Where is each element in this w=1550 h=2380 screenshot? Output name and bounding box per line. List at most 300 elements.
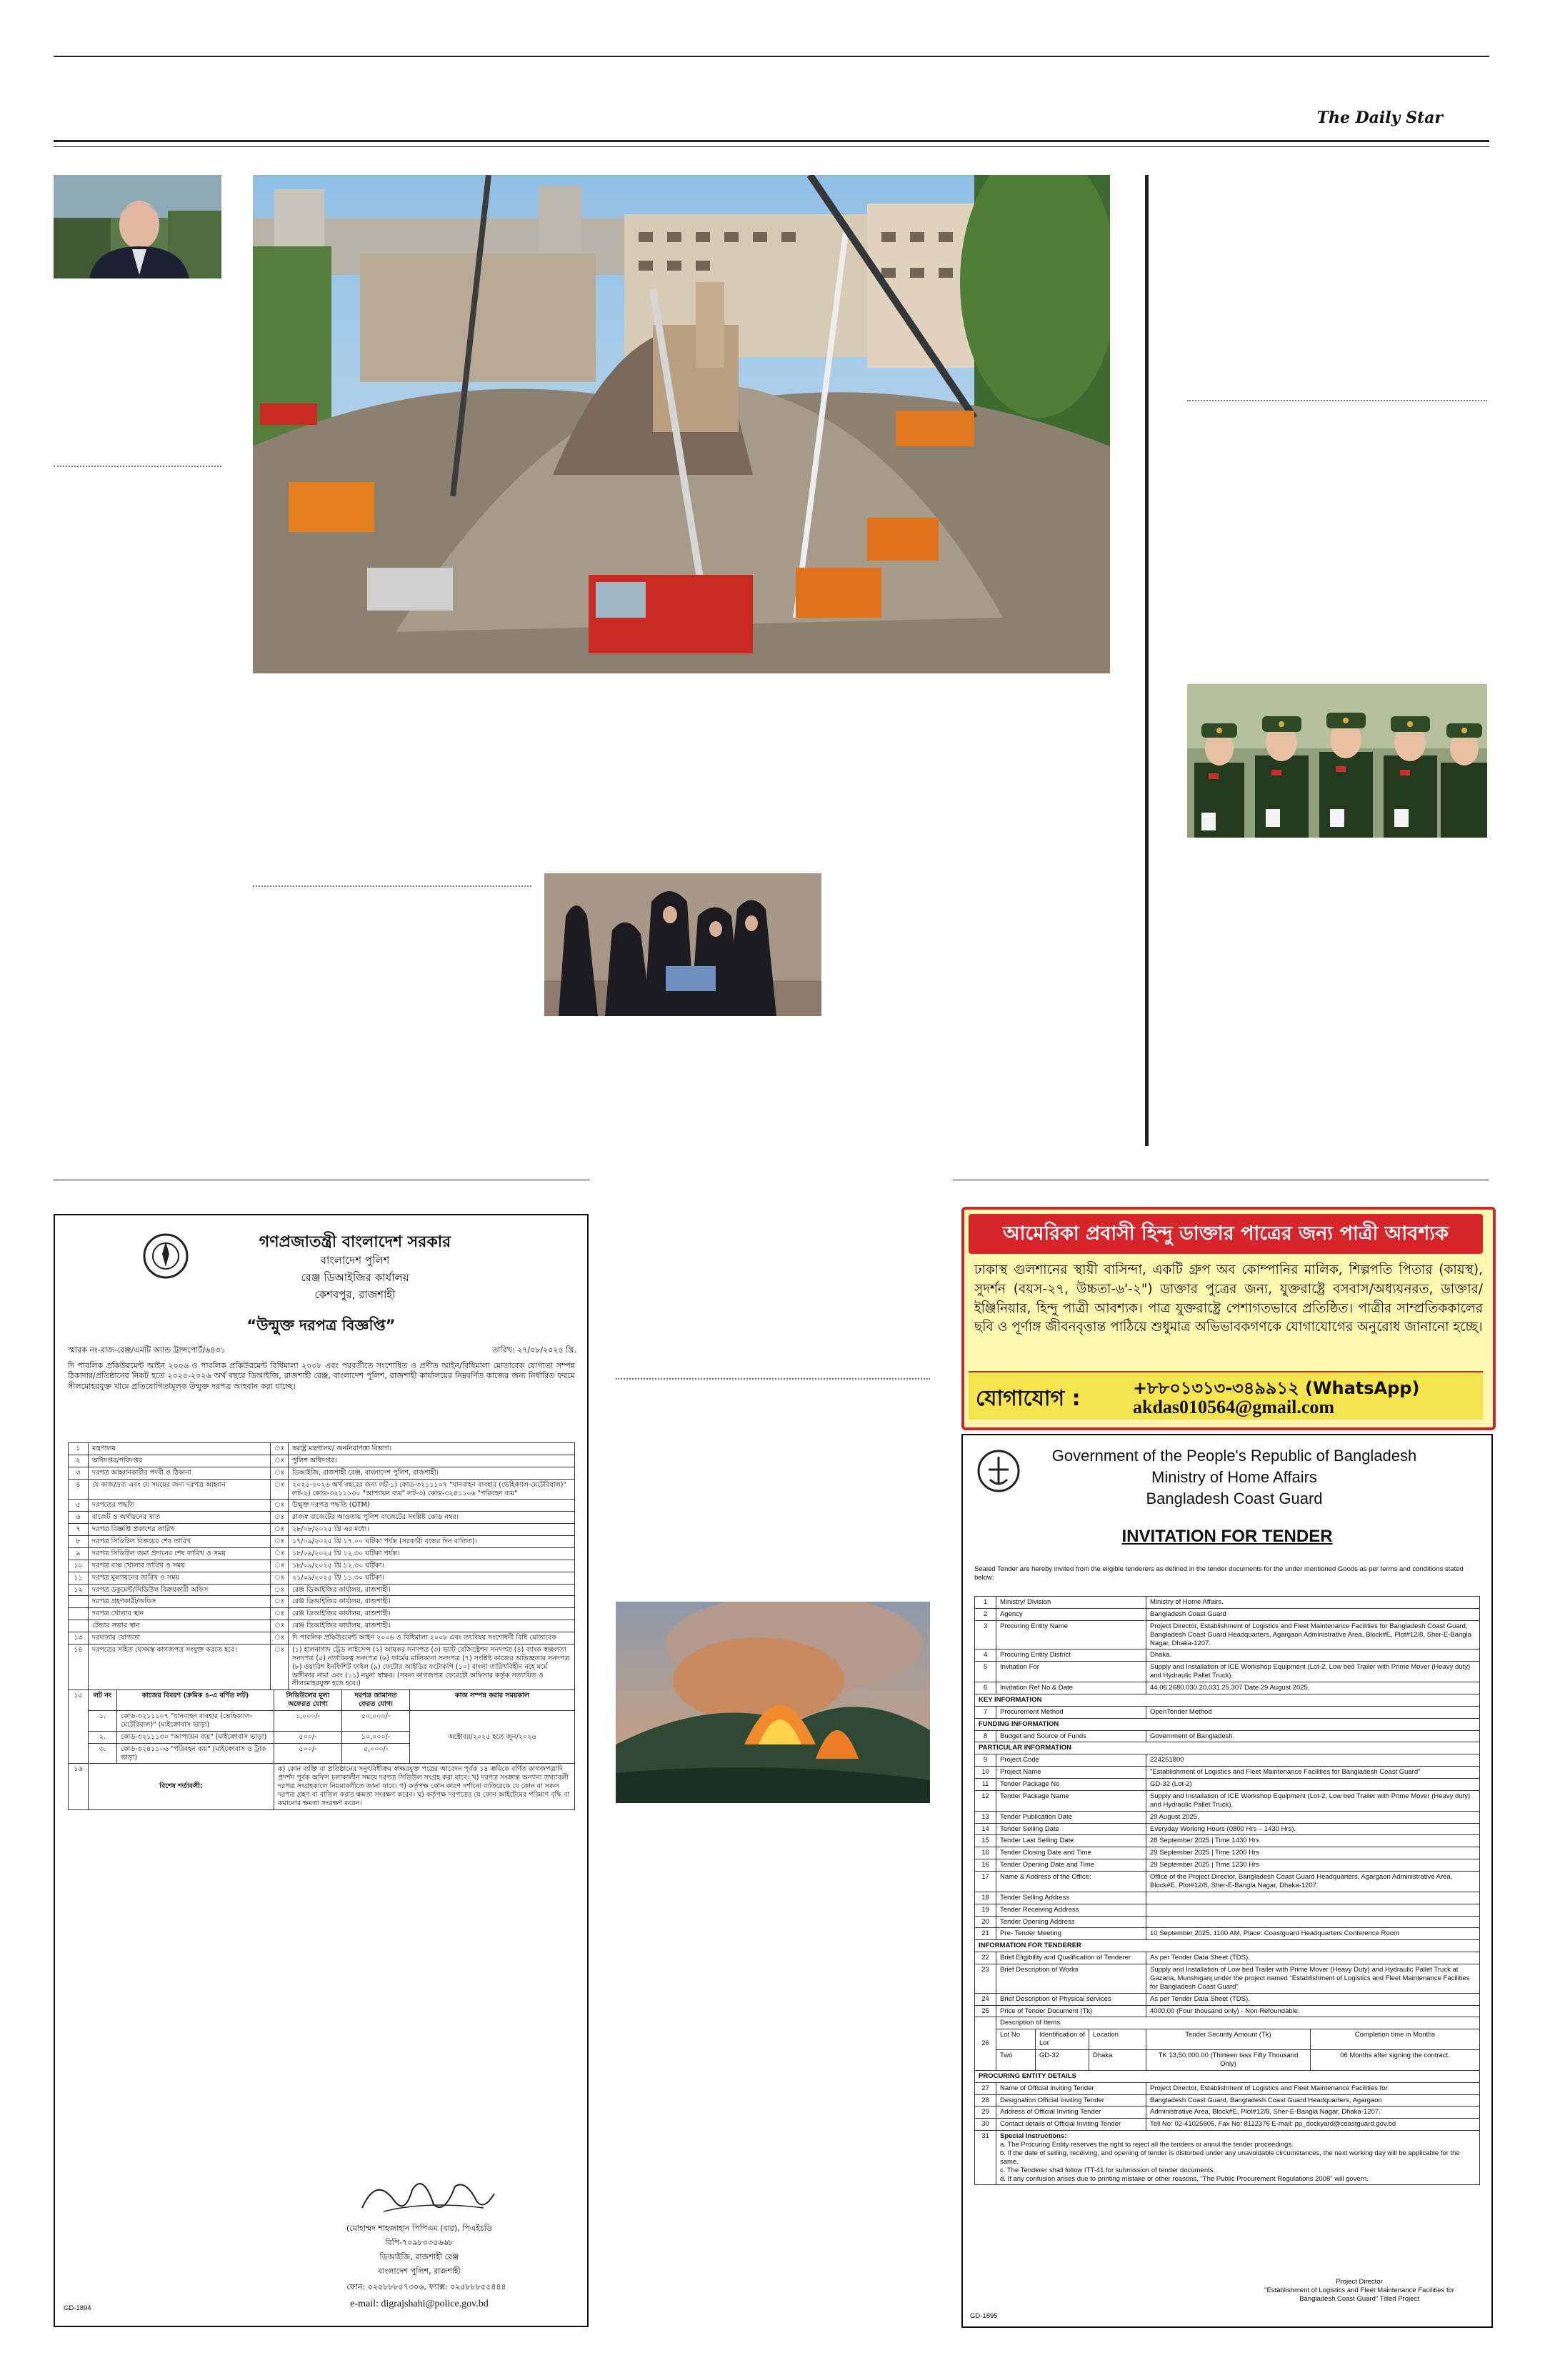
lot-header-row	[69, 1690, 575, 1711]
lot-cell: অক্টোবর/২০২৫ হতে জুন/২০২৬	[410, 1711, 575, 1764]
tender-cell: 17	[975, 1872, 996, 1892]
lot-cell: ৫০০/-	[274, 1743, 342, 1764]
header-rule-thin	[54, 146, 1489, 147]
tender-cell: 7	[975, 1706, 996, 1718]
tender-cell: 23	[975, 1964, 996, 1994]
tender-cell: দরপত্র আহ্বানকারীর পদবী ও ঠিকানা	[89, 1467, 271, 1479]
tender-row	[975, 1904, 1480, 1916]
tender-row	[69, 1467, 575, 1479]
special-text: ক) কোন ব্যক্তি বা প্রতিষ্ঠানের সনুৎবিধীক্রম স্বাক্ষরযুক্ত পত্রের আবেদন পূর্বক ১৪ ক্রমিকে বর্ণিত কাগজপত্রাদি প্রদর্শন পূর্বক অফিস চলাকালীন সময়ে দরপত্র সিডিউল সংগ্রহ করা যাবে। খ) দরপত্র সংক্রান্ত অন্যান্য তথ্যাবলী দরপত্র সংগ্রহকালে নিয়মাবলীতে জানা যাবে। গ) কর্তৃপক্ষ কোন কারণ দর্শানো ব্যতিরেকে যে কোন বা সকল দরপত্র গ্রহণ বা বাতিল করার ক্ষমতা সংরক্ষণ করেন। ঘ) কর্তৃপক্ষ দরপত্রের যে কোন আইটেমের পরিমাণ বৃদ্ধি বা কমানোর ক্ষমতা সংরক্ষণ করেন।	[274, 1764, 575, 1809]
tender-cell: Administrative Area, Block#E, Plot#12/8, Sher-E-Bangla Nagar, Dhaka-1207.	[1146, 2107, 1480, 2119]
tender-cell: ১১	[69, 1572, 89, 1584]
tender-row	[975, 1847, 1480, 1859]
cg-ministry-line: Ministry of Home Affairs	[1151, 1468, 1317, 1486]
tender-row	[975, 1892, 1480, 1904]
tender-row	[975, 1767, 1480, 1779]
tender-cell: পুলিশ অধিদপ্তর।	[288, 1455, 574, 1467]
right-separator	[1187, 400, 1487, 401]
tender-cell: ৬	[69, 1512, 89, 1524]
tender-row	[69, 1455, 575, 1467]
tender-cell: 10	[975, 1767, 996, 1779]
tender-cell: 16	[975, 1859, 996, 1872]
section-header-cell: INFORMATION FOR TENDERER	[975, 1940, 1480, 1952]
tender-cell: Ministry/ Division	[996, 1597, 1146, 1609]
items-header-cell: Lot No	[996, 2029, 1036, 2050]
cg-sign-project-2: Bangladesh Coast Guard" Titled Project	[1299, 2294, 1419, 2303]
tender-cell: ঃ	[271, 1479, 289, 1500]
items-header-cell: Identification of Lot	[1036, 2029, 1089, 2050]
tender-row	[975, 1952, 1480, 1964]
tender-cell: 16	[975, 1847, 996, 1859]
tender-row	[975, 1811, 1480, 1823]
tender-cell: GD-32 (Lot-2)	[1146, 1779, 1480, 1791]
tender-cell: 14	[975, 1823, 996, 1835]
tender-cell: Project Director, Establishment of Logistics and Fleet Maintenance Facilities for	[1146, 2082, 1480, 2094]
lot-header-cell: সিডিউলের মূল্য অফেরত যোগ্য	[274, 1690, 342, 1711]
tender-cell: Office of the Project Director, Bangladesh Coast Guard Headquarters, Agargaon Administrative Area, Block#E, Plot#12/8, Sher-E-Bangla Nagar, Dhaka-1207.	[1146, 1872, 1480, 1892]
tender-row	[975, 1823, 1480, 1835]
lot-cell: ২.	[89, 1731, 117, 1743]
lot-cell: ১,০০০/-	[274, 1711, 342, 1732]
tender-cell: 4000.00 (Four thousand only) - Non Refoundable.	[1146, 2005, 1480, 2017]
tender-cell: Name of Official Inviting Tender	[996, 2082, 1146, 2094]
mid-separator	[253, 885, 531, 887]
section-header-cell: PARTICULAR INFORMATION	[975, 1742, 1480, 1754]
signer-email: e-mail: digrajshahi@police.gov.bd	[350, 2299, 489, 2309]
items-desc-row	[975, 2017, 1480, 2029]
tender-row	[69, 1547, 575, 1560]
tender-cell: As per Tender Data Sheet (TDS).	[1146, 1952, 1480, 1964]
tender-cell: ঃ	[271, 1547, 289, 1560]
tender-cell: দরপত্রের সহিত যেসমস্ত কাগজপত্র সংযুক্ত করতে হবে।	[89, 1644, 271, 1689]
special-line: a. The Procuring Entity reserves the right to reject all the tenders or annul the tender proceedings.	[1000, 2141, 1294, 2149]
tender-cell: ঃ	[271, 1467, 289, 1479]
tender-cell: Project Name	[996, 1767, 1146, 1779]
tender-cell: মন্ত্রণালয়	[89, 1443, 271, 1455]
tender-cell: 15	[975, 1835, 996, 1847]
tender-cell: Supply and Installation of ICE Workshop Equipment (Lot-2, Low bed Trailer with Prime Mover (Heavy duty) and Hydraulic Pallet Truck).	[1146, 1662, 1480, 1682]
tender-cell: দি পাবলিক প্রকিউরমেন্ট আইন ২০০৬ ও বিধিমালা ২০০৮ এবং তৎবিষয় সংশোধনী বিধি মোতাবেক	[288, 1632, 574, 1645]
tender-cell: দরপত্র গ্রহণকারী/অফিস	[89, 1596, 271, 1608]
tender-cell: 11	[975, 1779, 996, 1791]
tender-cell: 44.06.2680.030.20.031.25.307 Date 29 August 2025.	[1146, 1682, 1480, 1694]
tender-cell: Agency	[996, 1608, 1146, 1620]
special-line: c. The Tenderer shall follow ITT-41 for submission of tender documents.	[1000, 2166, 1216, 2174]
tender-row	[975, 1779, 1480, 1791]
lot-row	[69, 1711, 575, 1732]
tender-cell: Tell No: 02-41025605, Fax No: 8112376 E-mail: pp_dockyard@coastguard.gov.bd	[1146, 2119, 1480, 2131]
tender-cell	[69, 1620, 89, 1632]
coast-guard-emblem	[976, 1448, 1021, 1494]
lot-header-cell: কাজ সম্পন্ন করার সময়কাল	[410, 1690, 575, 1711]
tender-cell: Tender Closing Date and Time	[996, 1847, 1146, 1859]
section-header-row	[975, 2070, 1480, 2082]
tender-cell: ২	[69, 1455, 89, 1467]
tender-cell: 29 September 2025 | Time 1230 Hrs	[1146, 1859, 1480, 1872]
special-line: b. If the date of selling, receiving, and opening of tender is disturbed under any unavoidable circumstances, the next working day will be applicable for the same.	[1000, 2149, 1460, 2166]
special-instructions-row	[975, 2131, 1480, 2185]
tender-cell: দরদাতার যোগ্যতা	[89, 1632, 271, 1645]
row15-label: ১৫	[69, 1690, 89, 1764]
tender-cell: 29 August 2025.	[1146, 1811, 1480, 1823]
tender-cell: রেঞ্জ ডিআইজির কার্যালয়, রাজশাহী।	[288, 1620, 574, 1632]
tender-cell: Procurement Method	[996, 1706, 1146, 1718]
signer-title: ডিআইজি, রাজশাহী রেঞ্জ	[379, 2252, 459, 2261]
tender-cell: Ministry of Home Affairs.	[1146, 1597, 1480, 1609]
tender-cell: রেঞ্জ ডিআইজির কার্যালয়, রাজশাহী।	[288, 1596, 574, 1608]
tender-cell: ৪	[69, 1479, 89, 1500]
tender-cell: ১৮/০৯/২০২৫ খ্রি ১২.৩০ ঘটিকা।	[288, 1560, 574, 1572]
tender-cell: দরপত্রের পদ্ধতি	[89, 1500, 271, 1512]
cg-signature-block	[1234, 2278, 1484, 2304]
items-header-cell: Completion time in Months	[1311, 2029, 1480, 2050]
ad-code: GD-1894	[64, 2304, 91, 2312]
section-header-row	[975, 1742, 1480, 1754]
tender-cell: দরপত্র বাক্স খোলার তারিখ ও সময়	[89, 1560, 271, 1572]
portrait-photo	[54, 175, 221, 278]
cg-sign-title: Project Director	[1336, 2278, 1383, 2286]
tender-cell: Budget and Source of Funds	[996, 1730, 1146, 1742]
section-header-row	[975, 1694, 1480, 1706]
tender-row	[975, 2094, 1480, 2107]
tender-cell: ২০২৫-২০২৬ অর্থ বছরের জন্য লট-১) কোড-৩২১১১০৭ "যানবাহন ব্যবহার (ভেহিক্যাল-মেটেরিয়াল)" লট-২) কোড-৩২১১১৩০ "আপ্যায়ন ব্যয়" লট-৩) কোড-৩২৪১১০৬ "পরিবহন ব্যয়"	[288, 1479, 574, 1500]
tender-row	[975, 1859, 1480, 1872]
tender-cell: OpenTender Method	[1146, 1706, 1480, 1718]
tender-table	[68, 1442, 575, 1810]
items-header-row	[975, 2029, 1480, 2050]
tender-cell: 21	[975, 1928, 996, 1940]
tender-row	[69, 1536, 575, 1548]
matrimonial-body: ঢাকাস্থ গুলশানের স্থায়ী বাসিন্দা, একটি গ্রুপ অব কোম্পানির মালিক, শিল্পপতি পিতার (কায়স্থ), সুদর্শন (বয়স-২৭, উচ্চতা-৬'-২") ডাক্তার পুত্রের জন্য, যুক্তরাষ্ট্রে বসবাস/অধ্যয়নরত, ডাক্তার/ইঞ্জিনিয়ার, হিন্দু পাত্রী আবশ্যক। পাত্র যুক্তরাষ্ট্রে পেশাগতভাবে প্রতিষ্ঠিত। পাত্রীর সাম্প্রতিককালের ছবি ও পূর্ণাঙ্গ জীবনবৃত্তান্ত পাঠিয়ে শুধুমাত্র অভিভাবকগণকে যোগাযোগের অনুরোধ জানানো হচ্ছে।	[974, 1262, 1483, 1335]
tender-row	[69, 1632, 575, 1645]
matrimonial-title: আমেরিকা প্রবাসী হিন্দু ডাক্তার পাত্রের জন্য পাত্রী আবশ্যক	[969, 1214, 1483, 1254]
office-header: রেঞ্জ ডিআইজির কার্যালয়	[301, 1271, 409, 1284]
tender-cell: Tender Publication Date	[996, 1811, 1146, 1823]
tender-row	[975, 1662, 1480, 1682]
tender-cell: ১০	[69, 1560, 89, 1572]
tender-cell: 20	[975, 1916, 996, 1928]
section-header-row	[975, 1940, 1480, 1952]
tender-row	[975, 1597, 1480, 1609]
tender-cell: ২১/০৯/২০২৫ খ্রি ১১.৩০ ঘটিকা।	[288, 1572, 574, 1584]
column-rule-vertical	[1145, 175, 1149, 1146]
tender-cell: দরপত্র খোলার স্থান	[89, 1608, 271, 1620]
tender-cell: Tender Last Selling Date	[996, 1835, 1146, 1847]
tender-cell: ১৭/০৯/২০২৫ খ্রি ১৭.০০ ঘটিকা পর্যন্ত (সরকারী বন্ধের দিন ব্যতিত)।	[288, 1536, 574, 1548]
lot-cell: ৫,০০০/-	[342, 1743, 410, 1764]
cg-sign-project: "Establishment of Logistics and Fleet Maintenance Facilities for	[1264, 2286, 1454, 2294]
special-label: বিশেষ শর্তাবলী:	[89, 1764, 274, 1809]
bangladesh-police-emblem	[141, 1231, 191, 1281]
lot-header-cell: কাজের বিবরণ (ক্রমিক ৪-এ বর্ণিত লট)	[117, 1690, 274, 1711]
tender-cell	[1146, 1916, 1480, 1928]
tender-cell: 4	[975, 1650, 996, 1662]
tender-cell: রাজস্ব বাজেটের আওতায় পুলিশ বাজেটের সংশ্লিষ্ট কোড নম্বর।	[288, 1512, 574, 1524]
govt-header: গণপ্রজাতন্ত্রী বাংলাদেশ সরকার	[259, 1233, 451, 1251]
tender-cell: Supply and Installation of ICE Workshop Equipment (Lot-2, Low bed Trailer with Prime Mover (Heavy duty) and Hydraulic Pallet Truck).	[1146, 1790, 1480, 1811]
signature	[355, 2172, 498, 2222]
items-desc-label: Description of Items	[996, 2017, 1480, 2029]
tender-cell: Government of Bangladesh.	[1146, 1730, 1480, 1742]
tender-cell: ঃ	[271, 1572, 289, 1584]
lot-cell: কোড-৩২৪১১০৬ "পরিবহন ব্যয়" (মাইক্রোবাস ও ট্রাক ভাড়া)	[117, 1743, 274, 1764]
tender-cell: উন্মুক্ত দরপত্র পদ্ধতি (OTM)	[288, 1500, 574, 1512]
tender-row	[69, 1620, 575, 1632]
tender-row	[975, 1706, 1480, 1718]
tender-cell: 29 September 2025 | Time 1200 Hrs	[1146, 1847, 1480, 1859]
items-row	[975, 2050, 1480, 2071]
tender-cell: Bangladesh Coast Guard, Bangladesh Coast Guard Headquarters, Agargaon	[1146, 2094, 1480, 2107]
tender-row	[975, 2082, 1480, 2094]
tender-row	[975, 1993, 1480, 2005]
tender-row	[69, 1644, 575, 1689]
tender-cell: 10 September 2025, 1100 AM, Place: Coastguard Headquarters Conference Room	[1146, 1928, 1480, 1940]
tender-cell: 1	[975, 1597, 996, 1609]
tender-cell	[1146, 1904, 1480, 1916]
tender-cell: 18	[975, 1892, 996, 1904]
tender-cell: রেঞ্জ ডিআইজির কার্যালয়, রাজশাহী।	[288, 1584, 574, 1596]
tender-cell: ৯	[69, 1547, 89, 1560]
left-separator	[54, 466, 221, 467]
tender-cell: 2	[975, 1608, 996, 1620]
police-header: বাংলাদেশ পুলিশ	[320, 1254, 390, 1267]
tender-cell: Invitation For	[996, 1662, 1146, 1682]
tender-cell: দরপত্র সিডিউল বিক্রয়ের শেষ তারিখ	[89, 1536, 271, 1548]
tender-cell: ১২	[69, 1584, 89, 1596]
special-line: d. If any confusion arises due to printing mistake or other reasons, "The Public Procurement Regulations 2008" will govern.	[1000, 2174, 1369, 2183]
special-conditions-row	[69, 1764, 575, 1809]
section-header-cell: KEY INFORMATION	[975, 1694, 1480, 1706]
tender-cell: Procuring Entity District	[996, 1650, 1146, 1662]
tender-cell: 24	[975, 1993, 996, 2005]
cg-tender-table	[974, 1596, 1480, 2185]
tender-row	[975, 1790, 1480, 1811]
tender-row	[975, 1682, 1480, 1694]
tender-cell: 224251800	[1146, 1754, 1480, 1767]
tender-row	[975, 2005, 1480, 2017]
lot-header-cell: লট নং	[89, 1690, 117, 1711]
contact-label: যোগাযোগ :	[976, 1386, 1081, 1411]
cg-ad-code: GD-1895	[970, 2312, 998, 2320]
tender-row	[975, 1916, 1480, 1928]
contact-strip	[969, 1371, 1483, 1420]
tender-cell: Everyday Working Hours (0800 Hrs – 1430 Hrs).	[1146, 1823, 1480, 1835]
items-cell: 06 Months after signing the contract.	[1311, 2050, 1480, 2071]
location-header: কেশবপুর, রাজশাহী	[314, 1288, 396, 1301]
tender-cell: ঃ	[271, 1596, 289, 1608]
items-cell: Two	[996, 2050, 1036, 2071]
tender-cell: ঃ	[271, 1536, 289, 1548]
tender-cell: 9	[975, 1754, 996, 1767]
tender-cell: Project Code	[996, 1754, 1146, 1767]
tender-cell: Tender Package No	[996, 1779, 1146, 1791]
contact-phone: +৮৮০১৩১৩-৩৪৯৯১২ (WhatsApp)	[1133, 1378, 1420, 1398]
lot-cell: কোড-৩২১১১০৭ "যানবাহন ব্যবহার (ভেহিক্যাল-মেটেরিয়াল)" (মাইক্রোবাস ভাড়া)	[117, 1711, 274, 1732]
tender-cell: রেঞ্জ ডিআইজির কার্যালয়, রাজশাহী।	[288, 1608, 574, 1620]
center-separator	[616, 1378, 930, 1380]
lot-cell: ৫০০/-	[274, 1731, 342, 1743]
tender-cell: ঃ	[271, 1584, 289, 1596]
tender-row	[69, 1512, 575, 1524]
tender-cell: টেন্ডার সভার স্থান	[89, 1620, 271, 1632]
tender-cell: 28	[975, 2094, 996, 2107]
cg-intro: Sealed Tender are hereby invited from the eligible tenderers as defined in the tender documents for the under mentioned Goods as per terms and conditions stated below:	[974, 1565, 1464, 1582]
intro-paragraph: দি পাবলিক প্রকিউরমেন্ট আইন ২০০৬ ও পাবলিক প্রকিউরমেন্ট বিধিমালা ২০০৮ এবং পরবর্তীতে সংশোধিত ও প্রণীত আইন/বিধিমালা মোতাবেক যোগ্যতা সম্পন্ন ঠিকাদার/প্রতিষ্ঠানের নিকট হতে ২০২৫-২০২৬ অর্থ বছরে ডিআইজি, রাজশাহী রেঞ্জ, বাংলাদেশ পুলিশ, রাজশাহী কার্যালয়ের নিম্নবর্ণিত কাজের জন্য নির্ধারিত ফরমে সীলমোহরযুক্ত খামে প্রতিযোগিতামূলক উন্মুক্ত দরপত্র আহবান করা যাচ্ছে।	[68, 1361, 575, 1391]
tender-row	[975, 1754, 1480, 1767]
tender-cell: ১	[69, 1443, 89, 1455]
tender-cell: ৫	[69, 1500, 89, 1512]
tender-cell: Price of Tender Document (Tk)	[996, 2005, 1146, 2017]
signer-phone: ফোন: ০২৫৮৮৮৫৭৩০৬, ফ্যাক্স: ০২৫৮৮৮৫৫৪৪৪	[346, 2282, 506, 2291]
items-header-cell: Location	[1089, 2029, 1146, 2050]
mourners-photo	[544, 873, 821, 1016]
tender-cell: 28 September 2025 | Time 1430 Hrs	[1146, 1835, 1480, 1847]
tender-cell: Supply and Installation of Low bed Trailer with Prime Mover (Heavy Duty) and Hydraulic Pallet Truck at Gazaria, Munshiganj under the project named "Establishment of Logistics and Fleet Maintenance Facilities for Bangladesh Coast Guard"	[1146, 1964, 1480, 1994]
tender-cell: 29	[975, 2107, 996, 2119]
tender-row	[975, 1872, 1480, 1892]
matrimonial-ad	[961, 1207, 1496, 1430]
tender-cell: ঃ	[271, 1560, 289, 1572]
tender-cell: Address of Official Inviting Tender	[996, 2107, 1146, 2119]
tender-cell: ঃ	[271, 1455, 289, 1467]
tender-cell: 30	[975, 2119, 996, 2131]
tender-cell: ঃ	[271, 1608, 289, 1620]
row31-label: 31	[975, 2131, 996, 2185]
tender-cell: স্বরাষ্ট্র মন্ত্রণালয়/ জননিরাপত্তা বিভাগ।	[288, 1443, 574, 1455]
tender-row	[69, 1524, 575, 1536]
contact-email: akdas010564@gmail.com	[1133, 1397, 1335, 1417]
tender-cell: ঃ	[271, 1443, 289, 1455]
row26-label: 26	[975, 2017, 996, 2070]
row16-label: ১৬	[69, 1764, 89, 1809]
tender-row	[975, 1650, 1480, 1662]
tender-row	[975, 1835, 1480, 1847]
tender-cell: ঃ	[271, 1620, 289, 1632]
tender-cell: Dhaka.	[1146, 1650, 1480, 1662]
tender-cell: (১) হালনাগাদ ট্রেড লাইসেন্স (২) আয়কর সনদপত্র (৩) ভ্যাট রেজিস্ট্রেশন সনদপত্র (৪) ব্যাংক স্বচ্ছলতা সনদপত্র (৫) নাগরিকত্ব সনদপত্র (৬) ফার্মের মালিকানা সনদপত্র (৭) সংশ্লিষ্ট কাজের অভিজ্ঞতার সনদপত্র (৮) ওয়ারিশ ইনফিশিট ফাইল (৯) ফেটোর আইডির ফটোকপি (১০) বাংলা তারিখবিহীন নহে মর্মে অঙ্গীকার নামা এবং (১১) নমুনা স্বাক্ষর। (সকল কাগজপত্র ফেরেটো অফিসার কর্তৃক সত্যায়িত ও সীলমোহরযুক্ত হতে হবে।)	[288, 1644, 574, 1689]
tender-cell: ৩	[69, 1467, 89, 1479]
top-rule	[54, 56, 1489, 57]
lot-cell: ১০,০০০/-	[342, 1731, 410, 1743]
section-header-cell: FUNDING INFORMATION	[975, 1718, 1480, 1730]
tender-cell: Brief Description of Works	[996, 1964, 1146, 1994]
tender-row	[69, 1560, 575, 1572]
cg-govt-line: Government of the People's Republic of Bangladesh	[1051, 1447, 1417, 1465]
tender-cell: 25	[975, 2005, 996, 2017]
tender-cell: ৭	[69, 1524, 89, 1536]
items-cell: GD-32	[1036, 2050, 1089, 2071]
tender-row	[975, 1730, 1480, 1742]
tender-cell: ১৩	[69, 1632, 89, 1645]
tender-row	[69, 1500, 575, 1512]
tender-cell	[69, 1596, 89, 1608]
tender-cell: "Establishment of Logistics and Fleet Maintenance Facilities for Bangladesh Coast Guard"	[1146, 1767, 1480, 1779]
main-news-photo	[253, 175, 1110, 673]
tender-cell: Tender Opening Date and Time	[996, 1859, 1146, 1872]
tender-row	[69, 1596, 575, 1608]
tender-cell: Designation Official Inviting Tender	[996, 2094, 1146, 2107]
wildfire-photo	[616, 1602, 930, 1803]
police-tender-ad	[54, 1214, 589, 2327]
memo-number: স্মারক নং-রাজ-রেঞ্জ/এমটি অ্যান্ড ট্রান্সপোর্ট/৬৪৩১	[68, 1345, 226, 1355]
signer-org: বাংলাদেশ পুলিশ, রাজশাহী	[378, 2266, 461, 2276]
tender-cell: ঃ	[271, 1644, 289, 1689]
tender-cell: ঃ	[271, 1500, 289, 1512]
special-title: Special Instructions:	[1000, 2132, 1067, 2141]
tender-cell: Contact details of Official Inviting Tender	[996, 2119, 1146, 2131]
tender-row	[69, 1572, 575, 1584]
tender-cell: দরপত্র ডকুমেন্ট/সিডিউল বিক্রয়কারী অফিস	[89, 1584, 271, 1596]
tender-cell: ঃ	[271, 1524, 289, 1536]
tender-cell: 27	[975, 2082, 996, 2094]
tender-cell: Tender Selling Date	[996, 1823, 1146, 1835]
tender-cell: 6	[975, 1682, 996, 1694]
tender-row	[975, 1928, 1480, 1940]
tender-cell: 8	[975, 1730, 996, 1742]
tender-cell: ঃ	[271, 1512, 289, 1524]
tender-row	[975, 1608, 1480, 1620]
tender-cell: দরপত্র মূল্যায়নের তারিখ ও সময়	[89, 1572, 271, 1584]
lot-cell: ৩.	[89, 1743, 117, 1764]
tender-cell: Tender Selling Address	[996, 1892, 1146, 1904]
tender-cell: 12	[975, 1790, 996, 1811]
tender-row	[975, 1620, 1480, 1650]
tender-cell: দরপত্র বিজ্ঞপ্তি প্রকাশের তারিখ	[89, 1524, 271, 1536]
lot-cell: ১.	[89, 1711, 117, 1732]
tender-cell: Brief Eligibility and Qualification of Tenderer	[996, 1952, 1146, 1964]
tender-row	[69, 1443, 575, 1455]
tender-cell: দরপত্র সিডিউল জমা প্রদানের শেষ তারিখ ও সময়	[89, 1547, 271, 1560]
procuring-header: PROCURING ENTITY DETAILS	[975, 2070, 1480, 2082]
tender-cell: Tender Opening Address	[996, 1916, 1146, 1928]
tender-cell: As per Tender Data Sheet (TDS).	[1146, 1993, 1480, 2005]
tender-cell: যে কাজ/দ্রব্য এবং যে সময়ের জন্য দরপত্র আহ্বান	[89, 1479, 271, 1500]
items-header-cell: Tender Security Amount (Tk)	[1146, 2029, 1311, 2050]
section-header-row	[975, 1718, 1480, 1730]
tender-cell: বাজেট ও অর্থায়নের খাত	[89, 1512, 271, 1524]
signer-id: বিপি-৭০৯৮০৩৫৬৬৮	[385, 2238, 454, 2247]
ad-title: “উন্মুক্ত দরপত্র বিজ্ঞপ্তি”	[246, 1317, 396, 1334]
cg-title: INVITATION FOR TENDER	[1121, 1527, 1333, 1546]
tender-cell: 5	[975, 1662, 996, 1682]
cg-agency-line: Bangladesh Coast Guard	[1146, 1490, 1323, 1507]
items-cell: Dhaka	[1089, 2050, 1146, 2071]
tender-cell: 3	[975, 1620, 996, 1650]
tender-cell: ১৮/০৯/২০২৫ খ্রি ১২.৩০ ঘটিকা পর্যন্ত।	[288, 1547, 574, 1560]
tender-cell: Tender Receiving Address	[996, 1904, 1146, 1916]
tender-cell: ১৪	[69, 1644, 89, 1689]
tender-cell: Procuring Entity Name	[996, 1620, 1146, 1650]
tender-row	[69, 1584, 575, 1596]
tender-cell	[69, 1608, 89, 1620]
lot-header-cell: দরপত্র জামানত ফেরত যোগ্য	[342, 1690, 410, 1711]
tender-cell: 19	[975, 1904, 996, 1916]
signer-name: (মোহাম্মদ শাহজাহান পিপিএম (বার), পিএইচডি	[346, 2224, 493, 2233]
coast-guard-tender-ad	[961, 1434, 1493, 2328]
tender-cell	[1146, 1892, 1480, 1904]
tender-cell: ৮	[69, 1536, 89, 1548]
tender-cell: 22	[975, 1952, 996, 1964]
tender-row	[975, 2107, 1480, 2119]
lot-cell: ৫০,০০০/-	[342, 1711, 410, 1732]
tender-cell: ঃ	[271, 1632, 289, 1645]
tender-row	[975, 1964, 1480, 1994]
tender-cell: Pre- Tender Meeting	[996, 1928, 1146, 1940]
tender-cell: Brief Description of Physical services	[996, 1993, 1146, 2005]
soldiers-photo	[1187, 684, 1487, 838]
memo-date: তারিখ: ২৭/০৮/২০২৫ খ্রি.	[492, 1345, 576, 1355]
tender-row	[69, 1608, 575, 1620]
